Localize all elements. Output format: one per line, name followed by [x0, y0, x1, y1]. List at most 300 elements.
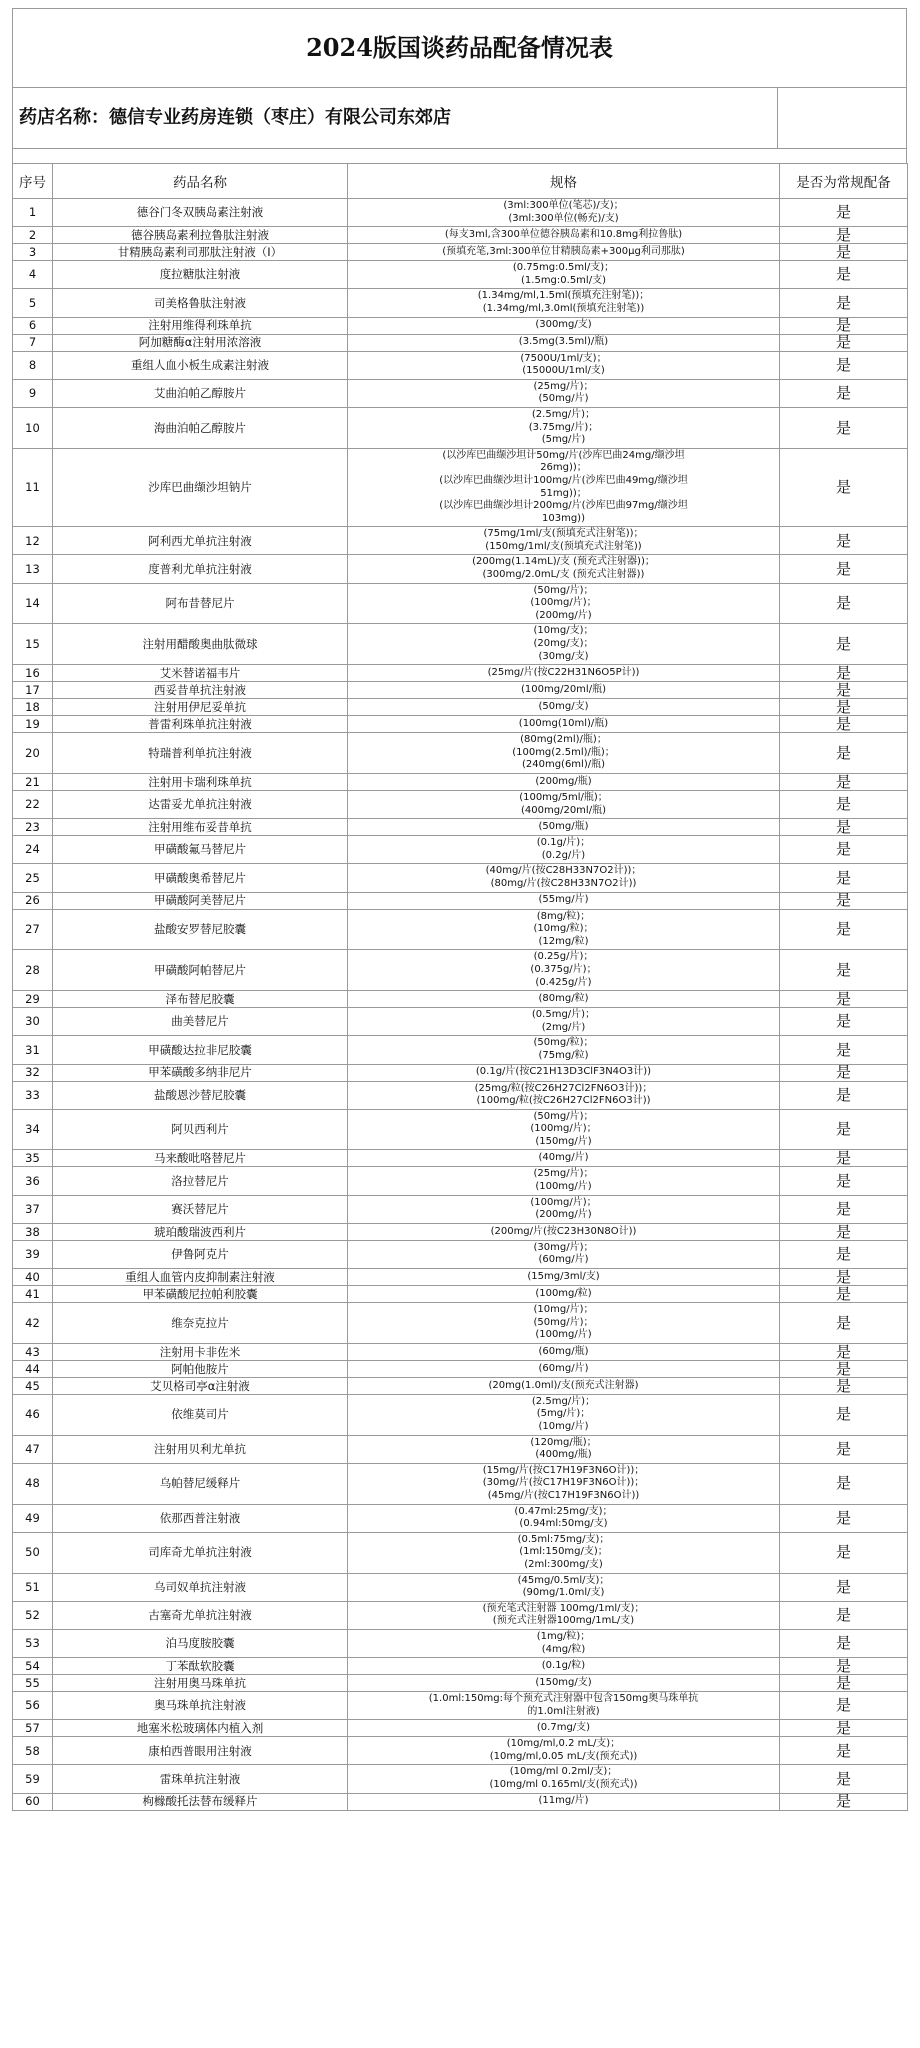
row-number: 9	[13, 379, 53, 407]
store-name-row	[12, 87, 907, 149]
regular-flag: 是	[780, 864, 908, 892]
drug-spec	[348, 1692, 780, 1720]
table-row	[13, 1793, 908, 1810]
regular-flag: 是	[780, 244, 908, 261]
spec-line: (50mg/片)；	[533, 584, 594, 596]
regular-flag: 是	[780, 1064, 908, 1081]
table-row	[13, 1629, 908, 1657]
regular-flag: 是	[780, 774, 908, 791]
spec-line: (80mg(2ml)/瓶)；	[520, 734, 607, 746]
row-number: 7	[13, 334, 53, 351]
drug-spec	[348, 1765, 780, 1793]
spec-line: (预充笔式注射器 100mg/1ml/支)；	[482, 1602, 645, 1614]
row-number: 39	[13, 1240, 53, 1268]
drug-name: 曲美替尼片	[53, 1008, 348, 1036]
row-number: 43	[13, 1343, 53, 1360]
drug-spec	[348, 791, 780, 819]
row-number: 24	[13, 836, 53, 864]
spec-line: (80mg/粒)	[538, 992, 589, 1004]
spec-line: (30mg/片)；	[533, 1241, 594, 1253]
row-number: 42	[13, 1303, 53, 1344]
regular-flag: 是	[780, 1008, 908, 1036]
regular-flag: 是	[780, 1720, 908, 1737]
drug-name: 司库奇尤单抗注射液	[53, 1532, 348, 1573]
row-number: 35	[13, 1150, 53, 1167]
row-number: 6	[13, 317, 53, 334]
spec-line: (10mg/ml 0.165ml/支(预充式))	[489, 1779, 638, 1791]
table-row	[13, 774, 908, 791]
drug-spec	[348, 1658, 780, 1675]
drug-table	[12, 163, 908, 1811]
row-number: 16	[13, 665, 53, 682]
row-number: 49	[13, 1504, 53, 1532]
table-row	[13, 1081, 908, 1109]
table-row	[13, 665, 908, 682]
regular-flag: 是	[780, 819, 908, 836]
spec-line: (25mg/片(按C22H31N6O5P计))	[487, 666, 640, 678]
table-row	[13, 407, 908, 448]
drug-spec	[348, 1720, 780, 1737]
row-number: 13	[13, 555, 53, 583]
drug-spec	[348, 407, 780, 448]
drug-spec	[348, 351, 780, 379]
spec-line: (以沙库巴曲缬沙坦计100mg/片(沙库巴曲49mg/缬沙坦	[439, 474, 688, 486]
drug-rows	[13, 199, 908, 1811]
row-number: 11	[13, 448, 53, 527]
row-number: 33	[13, 1081, 53, 1109]
drug-name: 甲磺酸达拉非尼胶囊	[53, 1036, 348, 1064]
drug-name: 艾曲泊帕乙醇胺片	[53, 379, 348, 407]
drug-spec	[348, 1601, 780, 1629]
regular-flag: 是	[780, 1343, 908, 1360]
spec-line: (300mg/支)	[535, 319, 592, 331]
drug-spec	[348, 583, 780, 624]
drug-spec	[348, 1109, 780, 1150]
spec-line: (20mg(1.0ml)/支(预充式注射器)	[488, 1379, 639, 1391]
spec-line: (50mg/片)；	[533, 1316, 594, 1328]
regular-flag: 是	[780, 1360, 908, 1377]
drug-name: 德谷胰岛素利拉鲁肽注射液	[53, 227, 348, 244]
spec-line: (20mg/支)；	[533, 638, 594, 650]
row-number: 20	[13, 733, 53, 774]
table-row	[13, 555, 908, 583]
table-row	[13, 1286, 908, 1303]
drug-spec	[348, 1377, 780, 1394]
spec-line: (0.375g/片)；	[530, 963, 597, 975]
spec-line: (1.34mg/ml,3.0ml(预填充注射笔))	[482, 302, 645, 314]
drug-spec	[348, 892, 780, 909]
row-number: 14	[13, 583, 53, 624]
drug-name: 注射用贝利尤单抗	[53, 1435, 348, 1463]
spec-line: (100mg/片)；	[530, 1196, 597, 1208]
drug-spec	[348, 819, 780, 836]
drug-spec	[348, 1504, 780, 1532]
row-number: 22	[13, 791, 53, 819]
drug-spec	[348, 1064, 780, 1081]
table-row	[13, 351, 908, 379]
spec-line: 103mg))	[542, 512, 585, 524]
spec-line: (15000U/1ml/支)	[522, 365, 605, 377]
regular-flag: 是	[780, 892, 908, 909]
spec-line: (1.34mg/ml,1.5ml(预填充注射笔))；	[477, 290, 650, 302]
table-row	[13, 1658, 908, 1675]
spec-line: (0.1g/片)；	[536, 837, 591, 849]
table-row	[13, 317, 908, 334]
spec-line: (100mg/片)；	[530, 597, 597, 609]
regular-flag: 是	[780, 1765, 908, 1793]
drug-name: 注射用维布妥昔单抗	[53, 819, 348, 836]
drug-spec	[348, 1360, 780, 1377]
drug-spec	[348, 1167, 780, 1195]
regular-flag: 是	[780, 1394, 908, 1435]
drug-name: 艾贝格司亭α注射液	[53, 1377, 348, 1394]
drug-name: 乌帕替尼缓释片	[53, 1463, 348, 1504]
spec-line: (200mg/片(按C23H30N8O计))	[490, 1225, 637, 1237]
regular-flag: 是	[780, 1532, 908, 1573]
drug-name: 达雷妥尤单抗注射液	[53, 791, 348, 819]
header-row	[13, 164, 908, 199]
drug-name: 度普利尤单抗注射液	[53, 555, 348, 583]
row-number: 48	[13, 1463, 53, 1504]
drug-name: 甲苯磺酸尼拉帕利胶囊	[53, 1286, 348, 1303]
spec-line: (2mg/片)	[541, 1021, 586, 1033]
regular-flag: 是	[780, 1793, 908, 1810]
spec-line: (10mg/支)；	[533, 625, 594, 637]
drug-name: 司美格鲁肽注射液	[53, 289, 348, 317]
spec-line: (100mg/粒(按C26H27Cl2FN6O3计))	[476, 1095, 651, 1107]
spec-line: (预填充笔,3ml:300单位甘精胰岛素+300μg利司那肽)	[442, 245, 685, 257]
spec-line: (200mg/片)	[535, 1209, 592, 1221]
drug-name: 甲磺酸氟马替尼片	[53, 836, 348, 864]
drug-spec	[348, 1343, 780, 1360]
row-number: 28	[13, 950, 53, 991]
drug-spec	[348, 1629, 780, 1657]
spec-line: (0.5mg/片)；	[531, 1009, 596, 1021]
drug-spec	[348, 950, 780, 991]
drug-name: 洛拉替尼片	[53, 1167, 348, 1195]
drug-name: 丁苯酞软胶囊	[53, 1658, 348, 1675]
table-row	[13, 1223, 908, 1240]
drug-spec	[348, 864, 780, 892]
spec-line: (预充式注射器100mg/1mL/支)	[492, 1615, 635, 1627]
regular-flag: 是	[780, 733, 908, 774]
spec-line: (3ml:300单位(笔芯)/支)；	[503, 200, 624, 211]
drug-spec	[348, 379, 780, 407]
spec-line: (200mg/片)	[535, 609, 592, 621]
drug-spec	[348, 1532, 780, 1573]
row-number: 27	[13, 909, 53, 950]
drug-name: 阿贝西利片	[53, 1109, 348, 1150]
regular-flag: 是	[780, 665, 908, 682]
regular-flag: 是	[780, 583, 908, 624]
table-row	[13, 991, 908, 1008]
regular-flag: 是	[780, 699, 908, 716]
drug-spec	[348, 289, 780, 317]
drug-spec	[348, 991, 780, 1008]
table-row	[13, 791, 908, 819]
drug-name: 甲磺酸阿美替尼片	[53, 892, 348, 909]
row-number: 40	[13, 1269, 53, 1286]
regular-flag: 是	[780, 261, 908, 289]
spec-line: (0.94ml:50mg/支)	[519, 1518, 608, 1530]
table-row	[13, 583, 908, 624]
regular-flag: 是	[780, 1573, 908, 1601]
row-number: 23	[13, 819, 53, 836]
table-row	[13, 1360, 908, 1377]
table-row	[13, 836, 908, 864]
drug-name: 雷珠单抗注射液	[53, 1765, 348, 1793]
regular-flag: 是	[780, 1629, 908, 1657]
spec-line: (以沙库巴曲缬沙坦计200mg/片(沙库巴曲97mg/缬沙坦	[439, 500, 688, 512]
regular-flag: 是	[780, 289, 908, 317]
spec-line: (240mg(6ml)/瓶)	[521, 759, 606, 771]
table-row	[13, 733, 908, 774]
table-row	[13, 244, 908, 261]
table-row	[13, 864, 908, 892]
regular-flag: 是	[780, 379, 908, 407]
regular-flag: 是	[780, 351, 908, 379]
drug-spec	[348, 261, 780, 289]
spec-line: (40mg/片)	[538, 1152, 589, 1164]
table-row	[13, 1269, 908, 1286]
drug-name: 注射用伊尼妥单抗	[53, 699, 348, 716]
table-row	[13, 1504, 908, 1532]
drug-name: 注射用卡瑞利珠单抗	[53, 774, 348, 791]
row-number: 52	[13, 1601, 53, 1629]
row-number: 29	[13, 991, 53, 1008]
drug-spec	[348, 1303, 780, 1344]
row-number: 8	[13, 351, 53, 379]
regular-flag: 是	[780, 991, 908, 1008]
drug-spec	[348, 448, 780, 527]
table-row	[13, 1765, 908, 1793]
row-number: 3	[13, 244, 53, 261]
table-row	[13, 1573, 908, 1601]
drug-spec	[348, 1081, 780, 1109]
table-row	[13, 1675, 908, 1692]
drug-name: 枸橼酸托法替布缓释片	[53, 1793, 348, 1810]
regular-flag: 是	[780, 1504, 908, 1532]
drug-spec	[348, 1435, 780, 1463]
regular-flag: 是	[780, 334, 908, 351]
row-number: 58	[13, 1737, 53, 1765]
drug-name: 泽布替尼胶囊	[53, 991, 348, 1008]
table-row	[13, 1532, 908, 1573]
row-number: 45	[13, 1377, 53, 1394]
row-number: 54	[13, 1658, 53, 1675]
drug-spec	[348, 1223, 780, 1240]
drug-name: 乌司奴单抗注射液	[53, 1573, 348, 1601]
spec-line: (0.1g/粒)	[541, 1659, 586, 1671]
drug-name: 甲苯磺酸多纳非尼片	[53, 1064, 348, 1081]
drug-spec	[348, 624, 780, 665]
regular-flag: 是	[780, 1240, 908, 1268]
spec-line: (100mg/片)	[535, 1329, 592, 1341]
drug-spec	[348, 733, 780, 774]
spec-line: (30mg/支)	[538, 650, 589, 662]
spec-line: 51mg))；	[540, 487, 587, 499]
drug-name: 重组人血小板生成素注射液	[53, 351, 348, 379]
row-number: 26	[13, 892, 53, 909]
spec-line: (0.7mg/支)	[536, 1721, 591, 1733]
row-number: 12	[13, 527, 53, 555]
drug-name: 地塞米松玻璃体内植入剂	[53, 1720, 348, 1737]
table-row	[13, 1109, 908, 1150]
table-row	[13, 334, 908, 351]
spec-line: (150mg/支)	[535, 1676, 592, 1688]
drug-spec	[348, 555, 780, 583]
drug-spec	[348, 244, 780, 261]
drug-spec	[348, 836, 780, 864]
regular-flag: 是	[780, 448, 908, 527]
spec-line: (2.5mg/片)；	[531, 1395, 596, 1407]
regular-flag: 是	[780, 682, 908, 699]
store-blank-cell	[777, 88, 906, 148]
table-row	[13, 1240, 908, 1268]
spec-line: (0.2g/片)	[541, 849, 586, 861]
table-row	[13, 199, 908, 227]
row-number: 34	[13, 1109, 53, 1150]
spec-line: (60mg/片)	[538, 1254, 589, 1266]
regular-flag: 是	[780, 1692, 908, 1720]
table-row	[13, 1167, 908, 1195]
spec-line: (10mg/ml 0.2ml/支)；	[509, 1766, 618, 1778]
spec-line: (75mg/粒)	[538, 1049, 589, 1061]
spec-line: (200mg(1.14mL)/支 (预充式注射器))；	[472, 556, 655, 568]
drug-spec	[348, 199, 780, 227]
spec-line: (100mg(2.5ml)/瓶)；	[512, 746, 615, 758]
regular-flag: 是	[780, 199, 908, 227]
drug-name: 盐酸恩沙替尼胶囊	[53, 1081, 348, 1109]
spec-line: (75mg/1ml/支(预填充式注射笔))；	[483, 528, 644, 540]
header-spec: 规格	[348, 164, 780, 199]
drug-spec	[348, 774, 780, 791]
spec-line: (50mg/片)；	[533, 1110, 594, 1122]
drug-spec	[348, 909, 780, 950]
regular-flag: 是	[780, 1601, 908, 1629]
spec-line: (30mg/片(按C17H19F3N6O计))；	[482, 1477, 645, 1489]
spec-line: (400mg/20ml/瓶)	[521, 804, 606, 816]
drug-spec	[348, 665, 780, 682]
row-number: 50	[13, 1532, 53, 1573]
spec-line: (0.1g/片(按C21H13D3ClF3N4O3计))	[475, 1066, 652, 1078]
drug-name: 阿帕他胺片	[53, 1360, 348, 1377]
spec-line: (0.75mg:0.5ml/支)；	[512, 262, 615, 274]
spec-line: (10mg/片)；	[533, 1304, 594, 1316]
spec-line: (10mg/ml,0.2 mL/支)；	[506, 1738, 621, 1750]
regular-flag: 是	[780, 227, 908, 244]
drug-spec	[348, 1463, 780, 1504]
spec-line: (55mg/片)	[538, 894, 589, 906]
regular-flag: 是	[780, 1658, 908, 1675]
drug-spec	[348, 1195, 780, 1223]
row-number: 38	[13, 1223, 53, 1240]
row-number: 53	[13, 1629, 53, 1657]
spec-line: (200mg/瓶)	[535, 775, 592, 787]
table-row	[13, 1720, 908, 1737]
table-row	[13, 527, 908, 555]
table-row	[13, 448, 908, 527]
spec-line: (100mg/5ml/瓶)；	[519, 792, 608, 803]
spec-line: (5mg/片)	[541, 434, 586, 446]
drug-name: 泊马度胺胶囊	[53, 1629, 348, 1657]
table-row	[13, 909, 908, 950]
drug-spec	[348, 1394, 780, 1435]
spec-line: (3.75mg/片)；	[528, 421, 599, 433]
regular-flag: 是	[780, 1195, 908, 1223]
regular-flag: 是	[780, 527, 908, 555]
spec-line: (5mg/片)；	[536, 1408, 591, 1420]
drug-name: 康柏西普眼用注射液	[53, 1737, 348, 1765]
drug-name: 德谷门冬双胰岛素注射液	[53, 199, 348, 227]
regular-flag: 是	[780, 1150, 908, 1167]
drug-name: 依维莫司片	[53, 1394, 348, 1435]
regular-flag: 是	[780, 1675, 908, 1692]
spec-line: (300mg/2.0mL/支 (预充式注射器))	[482, 569, 645, 581]
row-number: 56	[13, 1692, 53, 1720]
regular-flag: 是	[780, 1109, 908, 1150]
spec-line: (3ml:300单位(畅充)/支)	[508, 212, 619, 224]
table-row	[13, 819, 908, 836]
table-row	[13, 699, 908, 716]
drug-name: 注射用维得利珠单抗	[53, 317, 348, 334]
drug-spec	[348, 1269, 780, 1286]
regular-flag: 是	[780, 716, 908, 733]
regular-flag: 是	[780, 1286, 908, 1303]
drug-name: 马来酸吡咯替尼片	[53, 1150, 348, 1167]
drug-name: 海曲泊帕乙醇胺片	[53, 407, 348, 448]
row-number: 21	[13, 774, 53, 791]
drug-spec	[348, 227, 780, 244]
row-number: 1	[13, 199, 53, 227]
store-name: 药店名称：德信专业药房连锁（枣庄）有限公司东郊店	[19, 107, 451, 128]
row-number: 57	[13, 1720, 53, 1737]
spec-line: (80mg/片(按C28H33N7O2计))	[490, 877, 637, 889]
drug-name: 重组人血管内皮抑制素注射液	[53, 1269, 348, 1286]
table-row	[13, 1463, 908, 1504]
spec-line: (2.5mg/片)；	[531, 408, 596, 420]
drug-name: 甲磺酸阿帕替尼片	[53, 950, 348, 991]
drug-name: 维奈克拉片	[53, 1303, 348, 1344]
regular-flag: 是	[780, 317, 908, 334]
regular-flag: 是	[780, 1737, 908, 1765]
table-row	[13, 261, 908, 289]
row-number: 17	[13, 682, 53, 699]
regular-flag: 是	[780, 791, 908, 819]
row-number: 5	[13, 289, 53, 317]
row-number: 32	[13, 1064, 53, 1081]
table-row	[13, 950, 908, 991]
spec-line: (10mg/粒)；	[533, 923, 594, 935]
drug-name: 注射用卡非佐米	[53, 1343, 348, 1360]
drug-spec	[348, 317, 780, 334]
drug-name: 艾米替诺福韦片	[53, 665, 348, 682]
spec-line: (以沙库巴曲缬沙坦计50mg/片(沙库巴曲24mg/缬沙坦	[442, 449, 685, 461]
spec-line: (15mg/3ml/支)	[527, 1270, 600, 1282]
spec-line: (1.0ml:150mg:每个预充式注射器中包含150mg奥马珠单抗	[428, 1693, 699, 1705]
header-name: 药品名称	[53, 164, 348, 199]
drug-name: 普雷利珠单抗注射液	[53, 716, 348, 733]
table-row	[13, 1435, 908, 1463]
drug-spec	[348, 1240, 780, 1268]
spec-line: (0.5ml:75mg/支)；	[517, 1533, 610, 1545]
row-number: 25	[13, 864, 53, 892]
spec-line: (25mg/粒(按C26H27Cl2FN6O3计))；	[474, 1082, 653, 1094]
spec-line: (每支3ml,含300单位德谷胰岛素和10.8mg利拉鲁肽)	[444, 228, 683, 240]
spec-line: (7500U/1ml/支)；	[520, 352, 607, 364]
row-number: 4	[13, 261, 53, 289]
drug-name: 阿加糖酶α注射用浓溶液	[53, 334, 348, 351]
